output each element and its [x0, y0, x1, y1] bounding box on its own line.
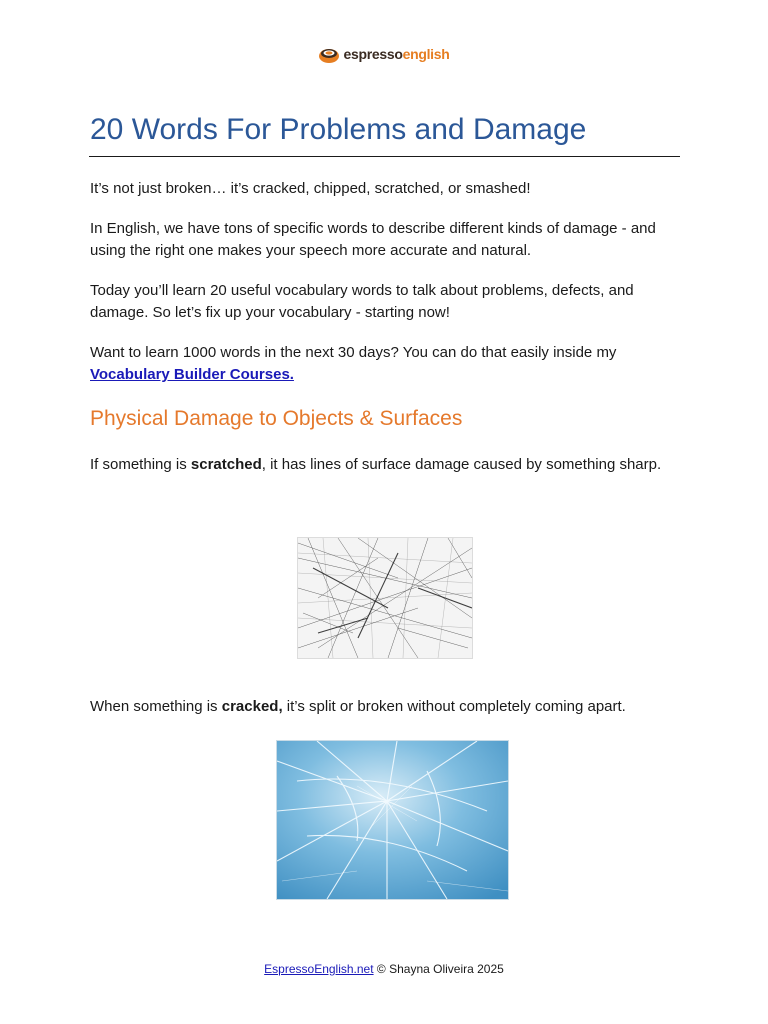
cracked-definition — [90, 696, 690, 718]
intro-paragraph-2: In English, we have tons of specific words to describe different kinds of damage - and using the right one makes your speech more accurate and natural. — [90, 220, 656, 259]
cracked-text-before: When something is — [90, 698, 222, 715]
logo-wordmark — [343, 47, 449, 61]
scratched-text-before: If something is — [90, 456, 191, 473]
vocabulary-builder-link[interactable]: Vocabulary Builder Courses. — [90, 366, 294, 383]
title-underline — [89, 156, 680, 157]
footer-website-link[interactable]: EspressoEnglish.net — [264, 962, 374, 976]
section-heading: Physical Damage to Objects & Surfaces — [90, 407, 463, 430]
coffee-cup-icon — [318, 44, 340, 64]
cracked-text-after: it’s split or broken without completely coming apart. — [282, 698, 626, 715]
page-title: 20 Words For Problems and Damage — [90, 113, 587, 146]
intro-paragraph-4 — [90, 342, 690, 386]
cracked-glass-image — [276, 740, 509, 900]
logo-word-espresso: espresso — [343, 46, 403, 62]
scratched-term: scratched — [190, 456, 262, 473]
course-promo-text: Want to learn 1000 words in the next 30 days? You can do that easily inside my — [90, 344, 617, 361]
footer — [0, 960, 768, 978]
scratched-definition — [90, 454, 690, 476]
logo-inner — [318, 44, 449, 64]
scratched-surface-image — [297, 537, 473, 659]
intro-paragraph-1: It’s not just broken… it’s cracked, chipped, scratched, or smashed! — [90, 180, 531, 197]
intro-paragraph-3: Today you’ll learn 20 useful vocabulary words to talk about problems, defects, and damage. So let’s fix up your vocabulary - starting now! — [90, 282, 634, 321]
scratched-text-after: , it has lines of surface damage caused by something sharp. — [261, 456, 662, 473]
logo-word-english: english — [402, 46, 450, 62]
footer-copyright: © Shayna Oliveira 2025 — [373, 962, 504, 976]
logo — [0, 44, 768, 64]
cracked-term: cracked, — [221, 698, 283, 715]
